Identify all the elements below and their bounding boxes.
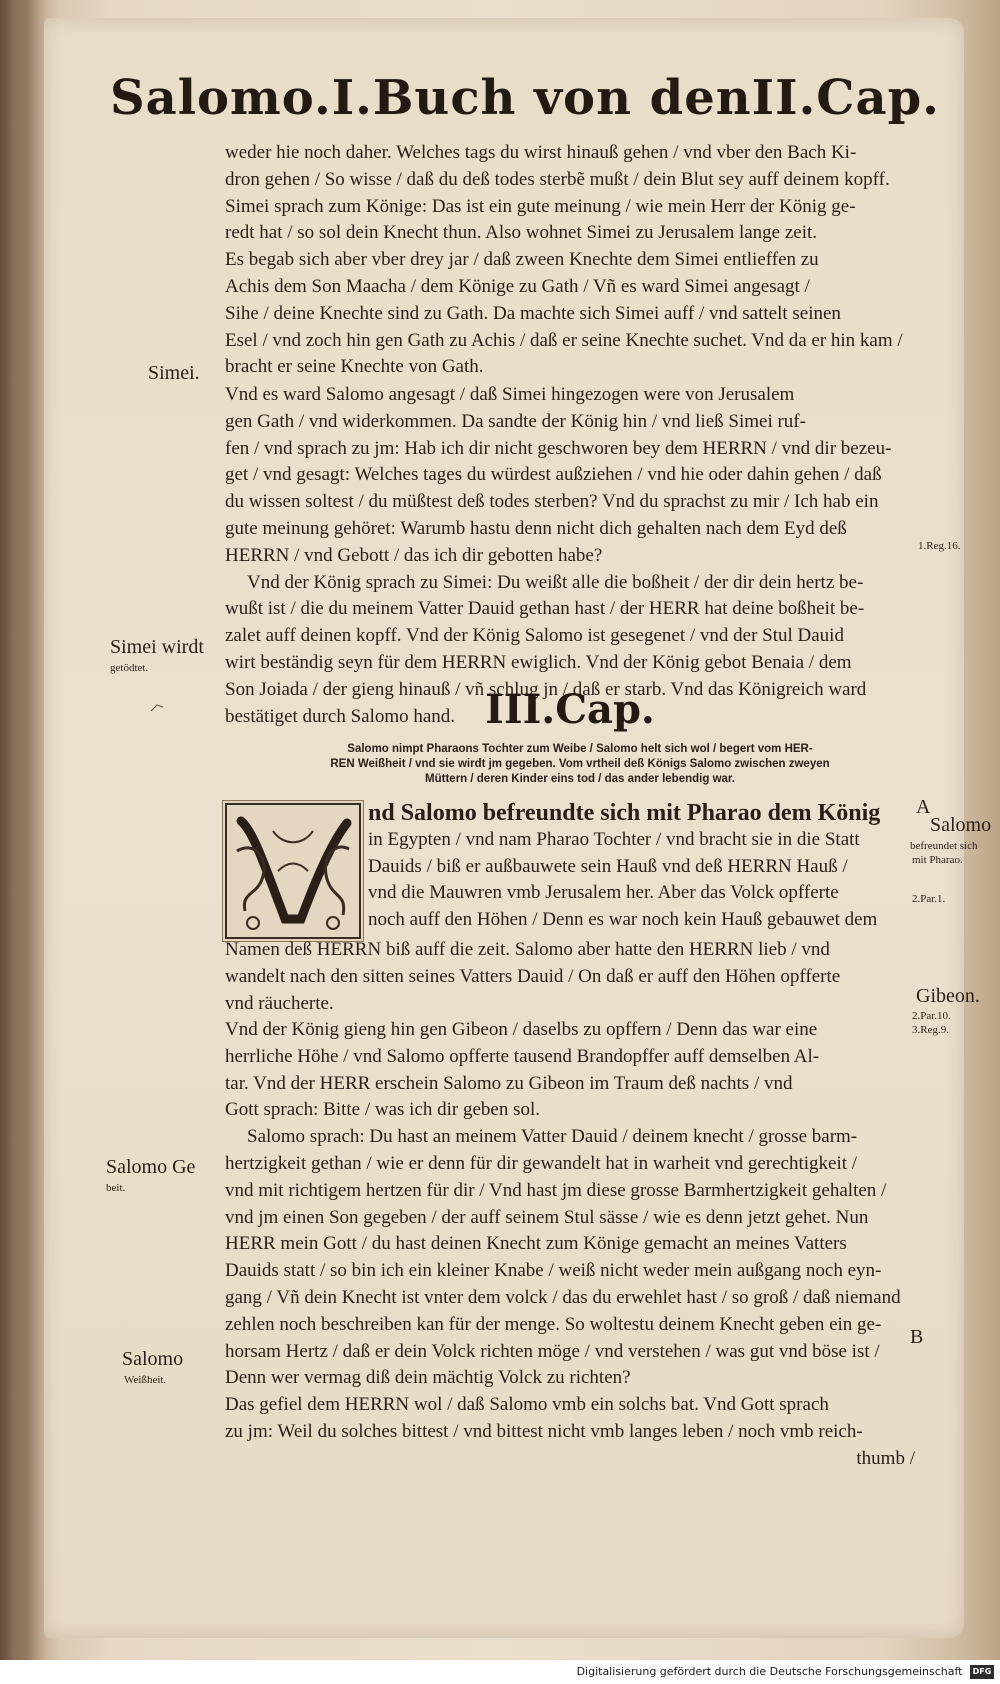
text-block-1 bbox=[225, 140, 915, 381]
text-line: Gott sprach: Bitte / was ich dir geben sol. bbox=[225, 1099, 541, 1121]
text-line: bracht er seine Knechte von Gath. bbox=[225, 356, 484, 378]
margin-letter-b: B bbox=[910, 1326, 924, 1348]
margin-note-simei-wirdt: Simei wirdt bbox=[110, 636, 204, 658]
margin-ref-3reg9: 3.Reg.9. bbox=[912, 1024, 949, 1036]
chapter-summary bbox=[260, 742, 900, 787]
text-line: Vnd der König sprach zu Simei: Du weißt alle die boßheit / der dir dein hertz be- bbox=[247, 571, 864, 593]
text-line: Vnd der König gieng hin gen Gibeon / daselbs zu opffern / Denn das war eine bbox=[225, 1019, 818, 1040]
text-line: vnd mit richtigem hertzen für dir / Vnd hast jm diese grosse Barmhertzigkeit gehalten / bbox=[225, 1179, 887, 1201]
ink-mark bbox=[150, 698, 164, 708]
text-line: Simei sprach zum Könige: Das ist ein gute meinung / wie mein Herr der König ge- bbox=[225, 195, 856, 217]
text-block-4 bbox=[225, 1017, 915, 1473]
margin-note-gebet-cont: beit. bbox=[106, 1182, 126, 1194]
text-line: gang / Vñ dein Knecht ist vnter dem volck / das du erwehlet hast / so groß / daß niemand bbox=[225, 1286, 901, 1308]
chapter-heading: III.Cap. bbox=[485, 686, 655, 733]
text-line: vnd die Mauwren vmb Jerusalem her. Aber das Volck opfferte bbox=[368, 882, 839, 904]
text-line: Achis dem Son Maacha / dem Könige zu Gath / Vñ es ward Simei angesagt / bbox=[225, 275, 810, 297]
text-line: vnd räucherte. bbox=[225, 992, 334, 1014]
text-line: Vnd es ward Salomo angesagt / daß Simei hingezogen were von Jerusalem bbox=[225, 384, 795, 405]
margin-note-weissheit: Weißheit. bbox=[124, 1374, 167, 1386]
running-head-right: II.Cap. bbox=[751, 70, 940, 126]
text-line: herrliche Höhe / vnd Salomo opfferte tausend Brandopffer auff demselben Al- bbox=[225, 1045, 820, 1067]
text-line: hertzigkeit gethan / wie er denn für dir gewandelt hat in warheit vnd gerechtigkeit / bbox=[225, 1152, 858, 1174]
text-line: HERR mein Gott / du hast deinen Knecht zum Könige gemacht an meines Vatters bbox=[225, 1233, 847, 1255]
text-line: Es begab sich aber vber drey jar / daß zween Knechte dem Simei entlieffen zu bbox=[225, 249, 819, 271]
margin-ref-1reg16: 1.Reg.16. bbox=[918, 540, 961, 552]
text-line: redt hat / so sol dein Knecht thun. Also wohnet Simei zu Jerusalem lange zeit. bbox=[225, 222, 818, 244]
text-line: dron gehen / So wisse / daß du deß todes sterbẽ mußt / dein Blut sey auff deinem kopff. bbox=[225, 168, 890, 190]
text-line: HERRN / vnd Gebott / das ich dir gebotten habe? bbox=[225, 544, 603, 566]
text-block-3-rest bbox=[225, 937, 915, 1017]
text-line: noch auff den Höhen / Denn es war noch kein Hauß gebauwet dem bbox=[368, 909, 878, 931]
footer bbox=[0, 1660, 1000, 1684]
text-line: bestätiget durch Salomo hand. bbox=[225, 705, 456, 727]
margin-note-gibeon: Gibeon. bbox=[916, 985, 980, 1007]
margin-letter-a: A bbox=[916, 796, 931, 818]
margin-note-getoedtet: getödtet. bbox=[110, 662, 149, 674]
margin-note-befreundet: befreundet sich bbox=[910, 840, 978, 852]
margin-note-salomo-gebet: Salomo Ge bbox=[106, 1156, 196, 1178]
text-line: zehlen noch beschreiben kan für der menge. So woltestu deinem Knecht geben ein ge- bbox=[225, 1313, 882, 1335]
text-block-3-top bbox=[368, 800, 908, 934]
summary-line: Müttern / deren Kinder eins tod / das ander lebendig war. bbox=[425, 773, 735, 785]
text-line: vnd jm einen Son gegeben / der auff seinem Stul sässe / wie es denn jetzt gehet. Nun bbox=[225, 1206, 869, 1228]
summary-line: Salomo nimpt Pharaons Tochter zum Weibe / Salomo helt sich wol / begert vom HER- bbox=[347, 743, 813, 755]
margin-note-simei: Simei. bbox=[148, 362, 200, 384]
text-line: zu jm: Weil du solches bittest / vnd bittest nicht vmb langes leben / noch vmb reich- bbox=[225, 1420, 863, 1442]
running-head-left: Salomo. bbox=[110, 70, 332, 126]
book-spine-shadow bbox=[0, 0, 46, 1660]
text-line: Esel / vnd zoch hin gen Gath zu Achis / daß er seine Knechte suchet. Vnd da er hin kam / bbox=[225, 329, 903, 351]
text-line: weder hie noch daher. Welches tags du wirst hinauß gehen / vnd vber den Bach Ki- bbox=[225, 142, 857, 163]
text-line: zalet auff deinen kopff. Vnd der König Salomo ist gesegenet / vnd der Stul Dauid bbox=[225, 625, 844, 647]
text-line: nd Salomo befreundte sich mit Pharao dem König bbox=[368, 800, 881, 826]
text-block-2 bbox=[225, 382, 915, 730]
catchword: thumb / bbox=[856, 1447, 915, 1469]
text-line: Son Joiada / der gieng hinauß / vñ schlug jn / daß er starb. Vnd das Königreich ward bbox=[225, 678, 867, 700]
text-line: Salomo sprach: Du hast an meinem Vatter Dauid / deinem knecht / grosse barm- bbox=[247, 1126, 858, 1148]
text-line: horsam Hertz / daß er dein Volck richten möge / vnd verstehen / was gut vnd böse ist / bbox=[225, 1340, 880, 1362]
text-line: gen Gath / vnd widerkommen. Da sandte der König hin / vnd ließ Simei ruf- bbox=[225, 410, 806, 432]
text-line: Denn wer vermag diß dein mächtig Volck zu richten? bbox=[225, 1367, 631, 1389]
text-line: du wissen soltest / du müßtest deß todes sterben? Vnd du sprachst zu mir / Ich hab ein bbox=[225, 491, 879, 513]
text-line: Das gefiel dem HERRN wol / daß Salomo vmb ein solchs bat. Vnd Gott sprach bbox=[225, 1394, 829, 1416]
dfg-logo: DFG bbox=[970, 1665, 994, 1679]
text-line: fen / vnd sprach zu jm: Hab ich dir nicht geschworen bey dem HERRN / vnd dir bezeu- bbox=[225, 437, 892, 459]
text-line: tar. Vnd der HERR erschein Salomo zu Gibeon im Traum deß nachts / vnd bbox=[225, 1072, 793, 1094]
margin-note-mit-pharao: mit Pharao. bbox=[912, 854, 963, 866]
ornamental-initial-v bbox=[222, 800, 364, 942]
margin-note-salomo-w: Salomo bbox=[122, 1348, 184, 1370]
footer-text: Digitalisierung gefördert durch die Deutsche Forschungsgemeinschaft bbox=[576, 1665, 963, 1678]
text-line: wandelt nach den sitten seines Vatters Dauid / On daß er auff den Höhen opfferte bbox=[225, 965, 841, 987]
text-line: Sihe / deine Knechte sind zu Gath. Da machte sich Simei auff / vnd sattelt seinen bbox=[225, 302, 841, 324]
text-line: wußt ist / die du meinem Vatter Dauid gethan hast / der HERR hat deine boßheit be- bbox=[225, 598, 865, 620]
margin-ref-2par1: 2.Par.1. bbox=[912, 893, 946, 905]
text-line: get / vnd gesagt: Welches tages du würdest außziehen / vnd hie oder dahin gehen / daß bbox=[225, 464, 882, 486]
text-line: Dauids statt / so bin ich ein kleiner Knabe / weiß nicht weder mein außgang noch eyn- bbox=[225, 1260, 882, 1282]
text-line: Dauids / biß er außbauwete sein Hauß vnd deß HERRN Hauß / bbox=[368, 855, 848, 877]
margin-note-salomo: Salomo bbox=[930, 814, 992, 836]
running-head-center: I.Buch von den bbox=[331, 70, 752, 126]
margin-ref-2par10: 2.Par.10. bbox=[912, 1010, 951, 1022]
summary-line: REN Weißheit / vnd sie wirdt jm gegeben. Vom vrtheil deß Königs Salomo zwischen zweyen bbox=[330, 758, 830, 770]
text-line: Namen deß HERRN biß auff die zeit. Salomo aber hatte den HERRN lieb / vnd bbox=[225, 939, 830, 960]
text-line: wirt beständig seyn für dem HERRN ewiglich. Vnd der König gebot Benaia / dem bbox=[225, 651, 852, 673]
text-line: gute meinung gehöret: Warumb hastu denn nicht dich gehalten nach dem Eyd deß bbox=[225, 517, 847, 539]
text-line: in Egypten / vnd nam Pharao Tochter / vnd bracht sie in die Statt bbox=[368, 828, 860, 850]
running-head bbox=[110, 70, 940, 134]
